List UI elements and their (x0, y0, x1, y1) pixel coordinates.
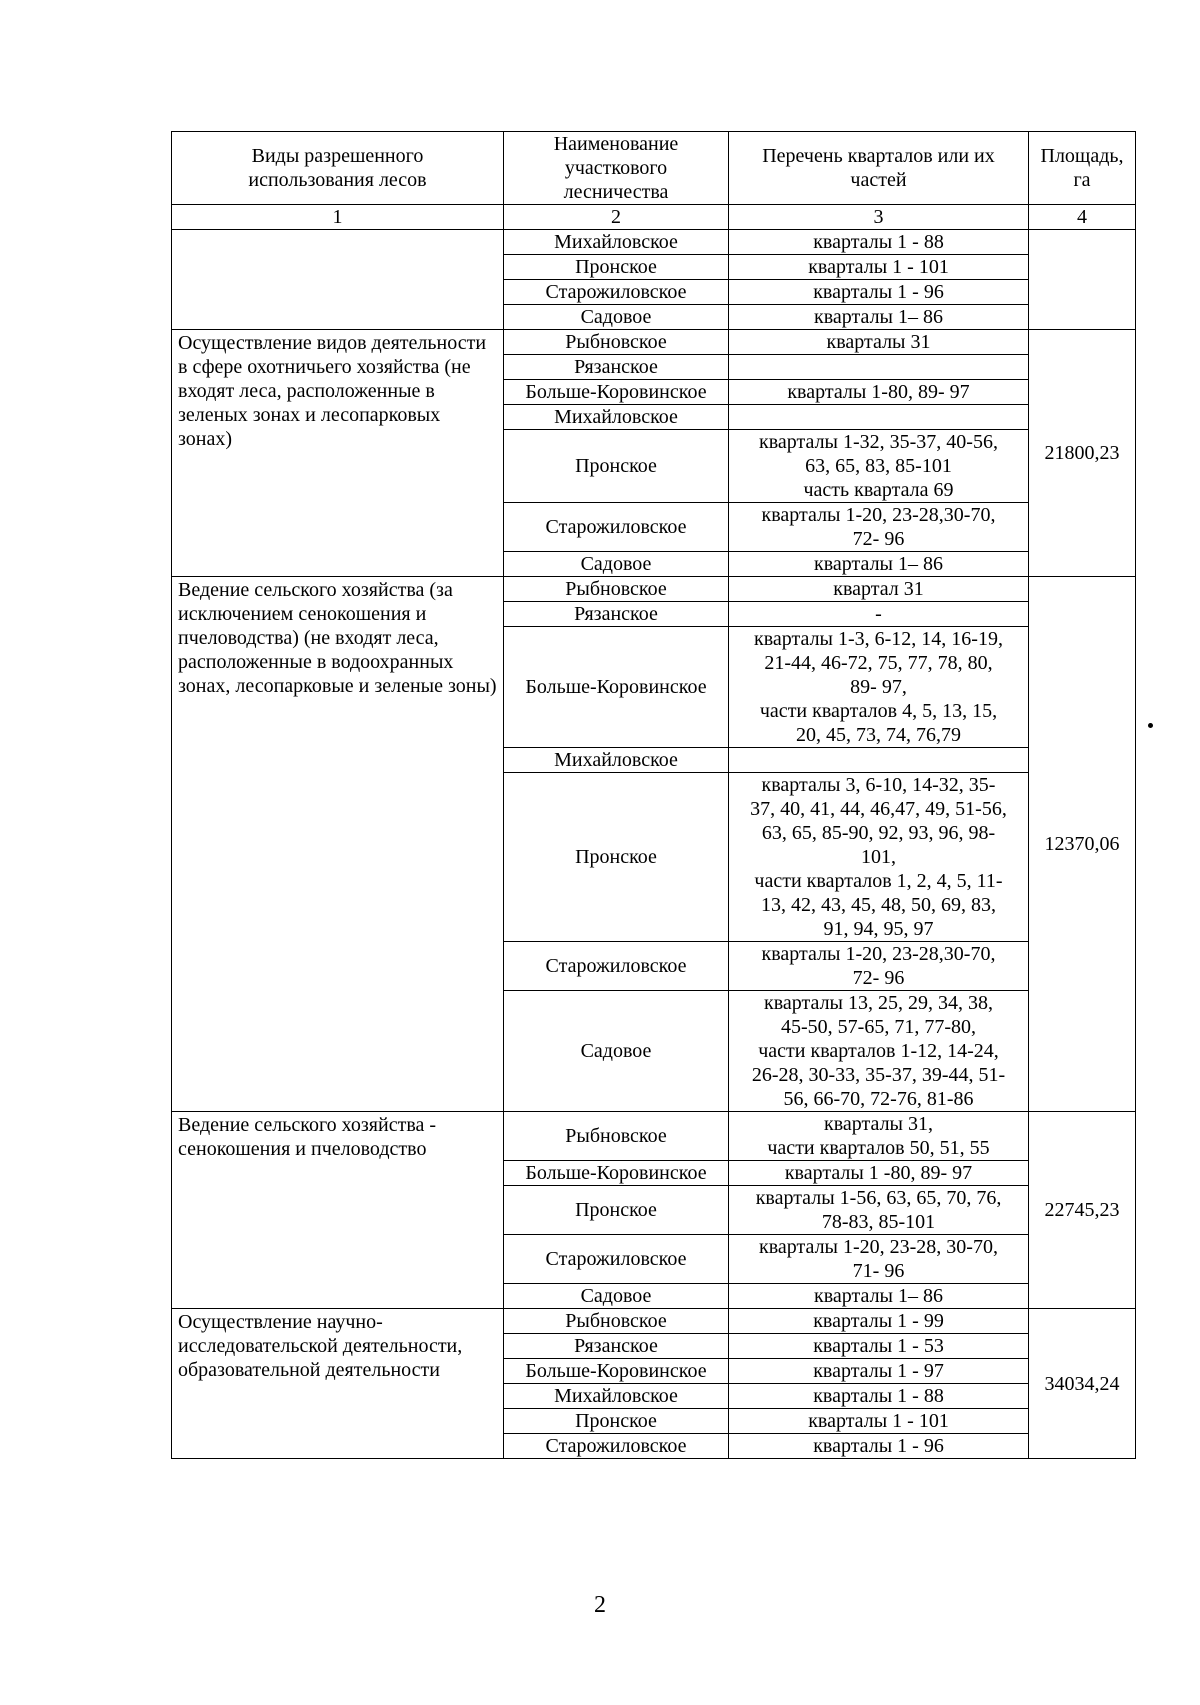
forestry-cell (504, 991, 729, 1112)
forestry-name: Пронское (575, 1199, 657, 1221)
forestry-name: Старожиловское (545, 1248, 687, 1270)
forestry-name: Садовое (580, 1285, 652, 1307)
table-row (172, 1112, 1136, 1161)
quarters-line: 63, 65, 85-90, 92, 93, 96, 98- (761, 822, 996, 844)
forestry-name: Рязанское (574, 356, 658, 378)
quarters-cell (729, 1112, 1029, 1161)
quarters-cell (729, 1409, 1029, 1434)
land-use-table (171, 131, 1136, 1459)
quarters-cell (729, 1186, 1029, 1235)
table-row (172, 330, 1136, 355)
quarters-cell (729, 1161, 1029, 1186)
quarters-line: кварталы 1-20, 23-28,30-70, (761, 943, 996, 965)
forestry-name: Рыбновское (565, 331, 667, 353)
forestry-cell (504, 1112, 729, 1161)
quarters-line: кварталы 31 (826, 331, 931, 353)
table-body (172, 132, 1136, 1459)
forestry-name: Старожиловское (545, 516, 687, 538)
forestry-name: Пронское (575, 1410, 657, 1432)
forestry-name: Старожиловское (545, 1435, 687, 1457)
quarters-line: часть квартала 69 (803, 479, 954, 501)
quarters-cell (729, 330, 1029, 355)
forestry-cell (504, 773, 729, 942)
forestry-name: Пронское (575, 455, 657, 477)
forestry-cell (504, 1235, 729, 1284)
quarters-line: кварталы 1 - 101 (808, 1410, 949, 1432)
quarters-line: части кварталов 4, 5, 13, 15, (759, 700, 998, 722)
forestry-name: Больше-Коровинское (525, 1162, 707, 1184)
quarters-line: кварталы 1– 86 (814, 553, 943, 575)
quarters-line: 13, 42, 43, 45, 48, 50, 69, 83, (761, 894, 996, 916)
quarters-line: кварталы 1-20, 23-28,30-70, (761, 504, 996, 526)
forestry-name: Больше-Коровинское (525, 1360, 707, 1382)
forestry-cell (504, 405, 729, 430)
forestry-name: Больше-Коровинское (525, 381, 707, 403)
forestry-cell (504, 552, 729, 577)
use-type-cell (172, 230, 504, 330)
quarters-line: части кварталов 1-12, 14-24, (758, 1040, 999, 1062)
quarters-line: кварталы 3, 6-10, 14-32, 35- (761, 774, 996, 796)
quarters-cell (729, 305, 1029, 330)
forestry-cell (504, 305, 729, 330)
quarters-line: 37, 40, 41, 44, 46,47, 49, 51-56, (750, 798, 1007, 820)
quarters-line: кварталы 1-3, 6-12, 14, 16-19, (754, 628, 1003, 650)
forestry-cell (504, 380, 729, 405)
forestry-name: Михайловское (554, 406, 678, 428)
forestry-cell (504, 1409, 729, 1434)
forestry-cell (504, 430, 729, 503)
quarters-cell (729, 380, 1029, 405)
quarters-cell (729, 1309, 1029, 1334)
quarters-line: кварталы 1 - 97 (813, 1360, 944, 1382)
area-cell: 22745,23 (1029, 1112, 1136, 1309)
forestry-name: Михайловское (554, 1385, 678, 1407)
column-number: 1 (172, 205, 504, 230)
forestry-cell (504, 230, 729, 255)
column-number: 3 (729, 205, 1029, 230)
quarters-line: части кварталов 50, 51, 55 (767, 1137, 990, 1159)
column-number: 2 (504, 205, 729, 230)
forestry-cell (504, 1384, 729, 1409)
forestry-name: Пронское (575, 256, 657, 278)
quarters-line: кварталы 1 - 96 (813, 281, 944, 303)
quarters-line: кварталы 1 -80, 89- 97 (784, 1162, 973, 1184)
use-type-cell: Ведение сельского хозяйства - сенокошения и пчеловодство (172, 1112, 504, 1309)
forestry-name: Рязанское (574, 603, 658, 625)
quarters-line: 45-50, 57-65, 71, 77-80, (781, 1016, 976, 1038)
forestry-cell (504, 1186, 729, 1235)
quarters-line: квартал 31 (833, 578, 924, 600)
quarters-cell (729, 1359, 1029, 1384)
forestry-cell (504, 942, 729, 991)
quarters-line: кварталы 13, 25, 29, 34, 38, (764, 992, 993, 1014)
header-col4: Площадь, га (1029, 132, 1136, 205)
use-type-cell: Осуществление видов деятельности в сфере охотничьего хозяйства (не входят леса, расположенные в зеленых зонах и лесопарковых зонах) (172, 330, 504, 577)
area-cell: 21800,23 (1029, 330, 1136, 577)
forestry-cell (504, 1309, 729, 1334)
quarters-cell (729, 773, 1029, 942)
quarters-line: кварталы 1 - 96 (813, 1435, 944, 1457)
quarters-cell (729, 255, 1029, 280)
header-col3: Перечень кварталов или их частей (729, 132, 1029, 205)
quarters-cell (729, 430, 1029, 503)
forestry-cell (504, 503, 729, 552)
forestry-cell (504, 1284, 729, 1309)
forestry-cell (504, 748, 729, 773)
quarters-line: кварталы 1-32, 35-37, 40-56, (759, 431, 998, 453)
quarters-line: 72- 96 (852, 528, 905, 550)
quarters-line: 89- 97, (850, 676, 907, 698)
quarters-line: 26-28, 30-33, 35-37, 39-44, 51- (751, 1064, 1006, 1086)
quarters-line: 56, 66-70, 72-76, 81-86 (783, 1088, 974, 1110)
quarters-line: 101, (861, 846, 896, 868)
quarters-cell (729, 627, 1029, 748)
forestry-cell (504, 627, 729, 748)
forestry-name: Старожиловское (545, 281, 687, 303)
quarters-line: 20, 45, 73, 74, 76,79 (796, 724, 961, 746)
forestry-name: Рыбновское (565, 1125, 667, 1147)
quarters-cell (729, 1334, 1029, 1359)
quarters-line: кварталы 1– 86 (814, 1285, 943, 1307)
forestry-name: Садовое (580, 306, 652, 328)
quarters-cell (729, 552, 1029, 577)
quarters-line: 78-83, 85-101 (821, 1211, 936, 1233)
forestry-cell (504, 602, 729, 627)
table-row (172, 230, 1136, 255)
forestry-cell (504, 330, 729, 355)
use-type-cell: Осуществление научно-исследовательской деятельности, образовательной деятельности (172, 1309, 504, 1459)
quarters-cell (729, 230, 1029, 255)
area-cell: 34034,24 (1029, 1309, 1136, 1459)
quarters-line: 71- 96 (852, 1260, 905, 1282)
quarters-line: кварталы 1 - 53 (813, 1335, 944, 1357)
use-type-cell: Ведение сельского хозяйства (за исключением сенокошения и пчеловодства) (не входят леса, расположенные в водоохранных зонах, лесопарковые и зеленые зоны) (172, 577, 504, 1112)
forestry-cell (504, 1334, 729, 1359)
quarters-line: кварталы 1-80, 89- 97 (787, 381, 970, 403)
page-number: 2 (594, 1592, 606, 1618)
area-cell (1029, 230, 1136, 330)
forestry-name: Пронское (575, 846, 657, 868)
column-number: 4 (1029, 205, 1136, 230)
forestry-name: Старожиловское (545, 955, 687, 977)
table-row (172, 577, 1136, 602)
header-col1: Виды разрешенного использования лесов (172, 132, 504, 205)
quarters-cell (729, 748, 1029, 773)
quarters-line: кварталы 31, (824, 1113, 933, 1135)
quarters-cell (729, 602, 1029, 627)
forestry-name: Садовое (580, 553, 652, 575)
forestry-name: Рыбновское (565, 1310, 667, 1332)
header-row (172, 132, 1136, 205)
quarters-line: 72- 96 (852, 967, 905, 989)
quarters-line: кварталы 1– 86 (814, 306, 943, 328)
quarters-cell (729, 1235, 1029, 1284)
forestry-name: Рязанское (574, 1335, 658, 1357)
table-row (172, 1309, 1136, 1334)
forestry-cell (504, 280, 729, 305)
quarters-cell (729, 280, 1029, 305)
quarters-line: 21-44, 46-72, 75, 77, 78, 80, (764, 652, 993, 674)
quarters-cell (729, 503, 1029, 552)
forestry-name: Рыбновское (565, 578, 667, 600)
quarters-line: - (875, 603, 882, 625)
quarters-line: кварталы 1-20, 23-28, 30-70, (759, 1236, 998, 1258)
forestry-name: Садовое (580, 1040, 652, 1062)
quarters-line: кварталы 1 - 101 (808, 256, 949, 278)
scan-dot-mark (1148, 723, 1153, 728)
forestry-cell (504, 1359, 729, 1384)
quarters-cell (729, 355, 1029, 380)
column-number-row (172, 205, 1136, 230)
quarters-line: 91, 94, 95, 97 (823, 918, 934, 940)
forestry-cell (504, 255, 729, 280)
quarters-line: кварталы 1 - 88 (813, 231, 944, 253)
forestry-name: Михайловское (554, 231, 678, 253)
forestry-cell (504, 1434, 729, 1459)
quarters-line: 63, 65, 83, 85-101 (805, 455, 952, 477)
quarters-cell (729, 1434, 1029, 1459)
quarters-line: кварталы 1-56, 63, 65, 70, 76, (755, 1187, 1002, 1209)
forestry-cell (504, 577, 729, 602)
quarters-line: кварталы 1 - 99 (813, 1310, 944, 1332)
forestry-name: Михайловское (554, 749, 678, 771)
quarters-cell (729, 405, 1029, 430)
quarters-line: части кварталов 1, 2, 4, 5, 11- (754, 870, 1003, 892)
forestry-name: Больше-Коровинское (525, 676, 707, 698)
quarters-cell (729, 942, 1029, 991)
quarters-cell (729, 577, 1029, 602)
quarters-cell (729, 1284, 1029, 1309)
forestry-cell (504, 1161, 729, 1186)
quarters-cell (729, 1384, 1029, 1409)
quarters-line: кварталы 1 - 88 (813, 1385, 944, 1407)
area-cell: 12370,06 (1029, 577, 1136, 1112)
header-col2: Наименование участкового лесничества (504, 132, 729, 205)
forestry-cell (504, 355, 729, 380)
quarters-cell (729, 991, 1029, 1112)
